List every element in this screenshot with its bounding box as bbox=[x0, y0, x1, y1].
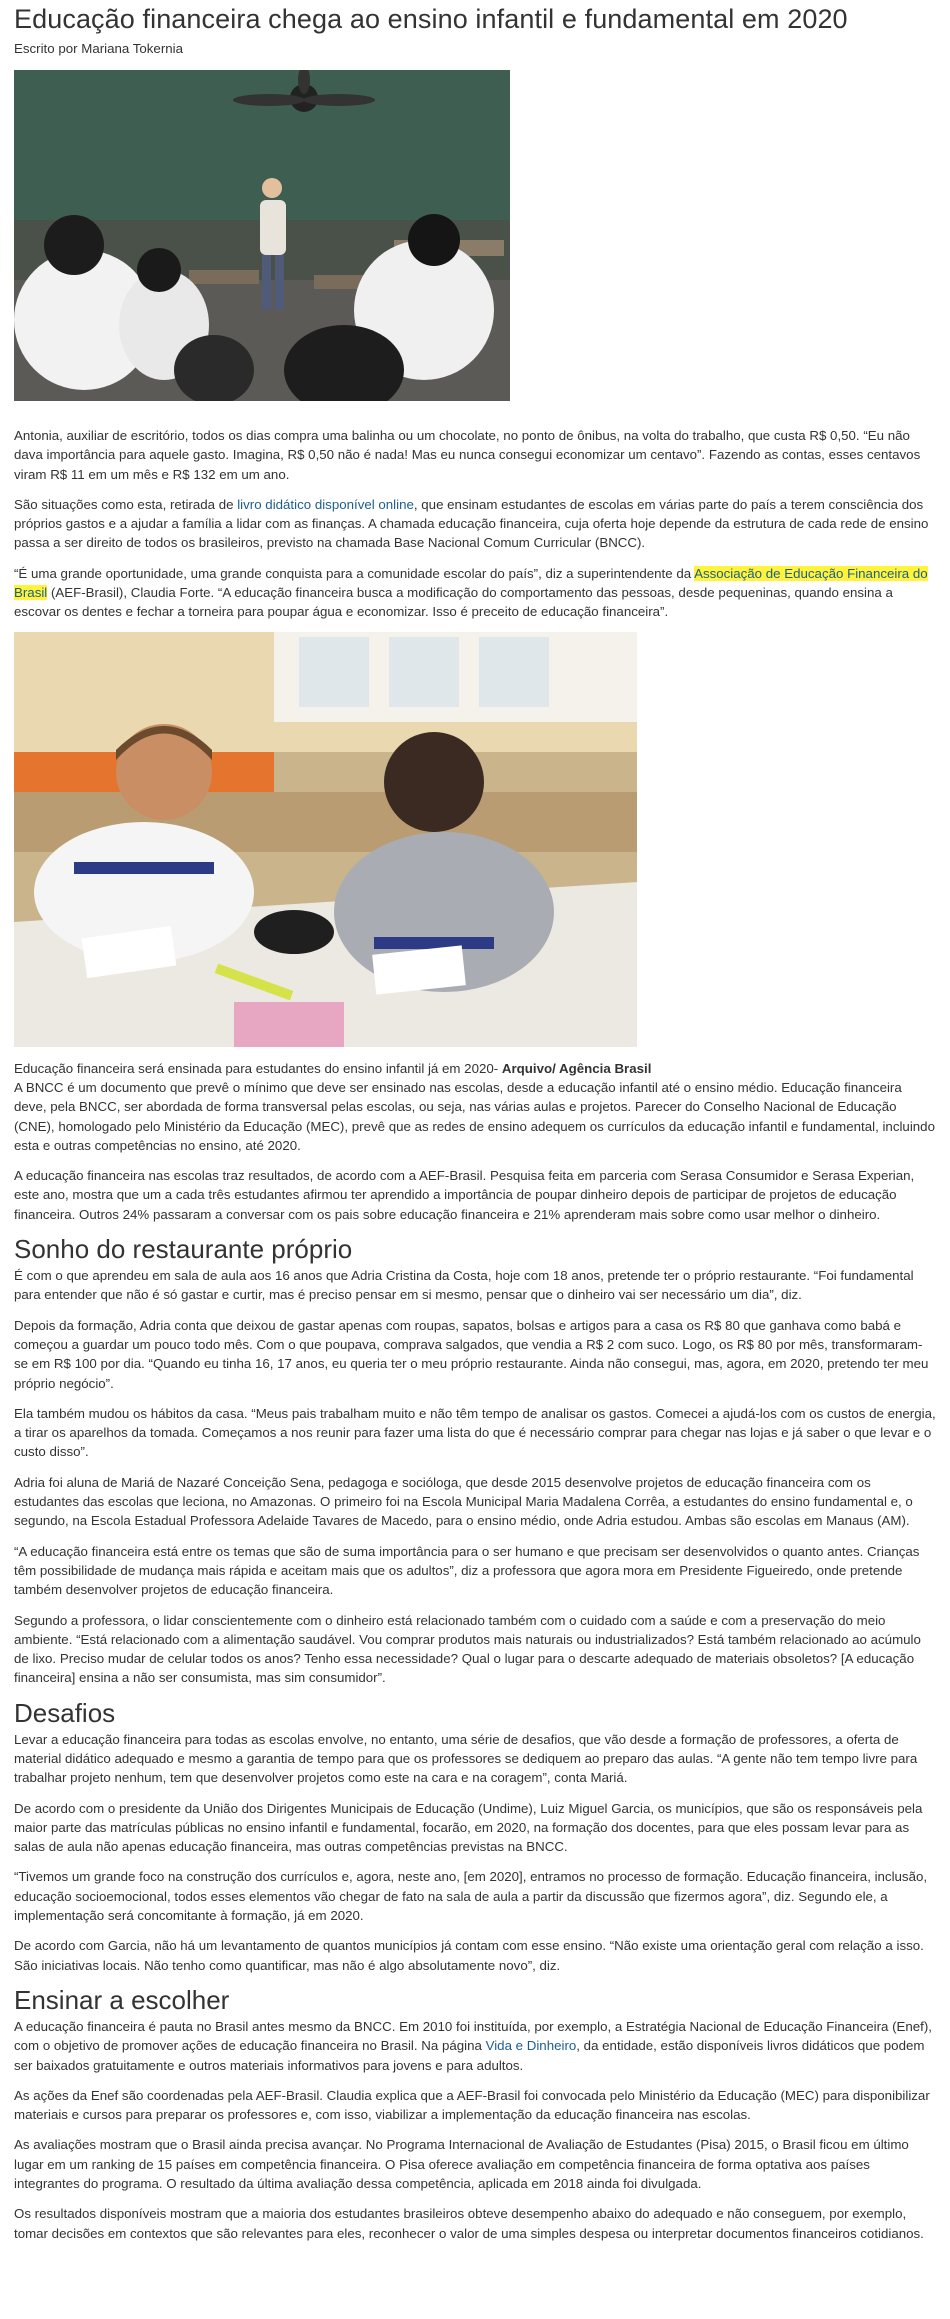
byline: Escrito por Mariana Tokernia bbox=[14, 41, 183, 56]
paragraph: As avaliações mostram que o Brasil ainda precisa avançar. No Programa Internacional de Avaliação de Estudantes (Pisa) 2015, o Brasil ficou em último lugar em um ranking de 15 países em competência financeira. O Pisa oferece avaliação em competência financeira de forma optativa aos países integrantes do programa. O resultado da última avaliação dessa competência, aplicada em 2018 ainda foi divulgada. bbox=[14, 2137, 909, 2192]
paragraph: É com o que aprendeu em sala de aula aos 16 anos que Adria Cristina da Costa, hoje com 18 anos, pretende ter o próprio restaurante. “Foi fundamental para entender que não é só gastar e curtir, mas é preciso pensar em si mesmo, pensar que o dinheiro vai ser necessário um dia”, diz. bbox=[14, 1268, 914, 1303]
caption-credit: Arquivo/ Agência Brasil bbox=[501, 1060, 652, 1076]
paragraph-text: , da entidade, estão disponíveis livros didáticos que podem ser baixados gratuitamente e outros materiais informativos para jovens e para adultos. bbox=[14, 2038, 925, 2073]
paragraph: De acordo com Garcia, não há um levantamento de quantos municípios já contam com esse ensino. “Não existe uma orientação geral com relação a isso. São iniciativas locais. Não tenho como quantificar, mas não é algo absolutamente novo”, diz. bbox=[14, 1938, 924, 1973]
paragraph: As ações da Enef são coordenadas pela AEF-Brasil. Claudia explica que a AEF-Brasil foi convocada pelo Ministério da Educação (MEC) para disponibilizar materiais e cursos para preparar os professores e, com isso, viabilizar a implementação da educação financeira nas escolas. bbox=[14, 2087, 930, 2123]
paragraph-text: São situações como esta, retirada de bbox=[14, 496, 238, 512]
paragraph: “A educação financeira está entre os temas que são de suma importância para o ser humano e que precisam ser desenvolvidos o quanto antes. Crianças têm possibilidade de mudança mais rápida e aceitam mais que os adultos”, diz a professora que agora mora em Presidente Figueiredo, onde pretende também desenvolver projetos de educação financeira. bbox=[14, 1543, 920, 1598]
paragraph-text: , que ensinam estudantes de escolas em várias parte do país a terem consciência dos próprios gastos e a ajudar a família a lidar com as finanças. A chamada educação financeira, cuja oferta hoje depende da estrutura de cada rede de ensino passa a ser direito de todos os brasileiros, previsto na chamada Base Nacional Comum Curricular (BNCC). bbox=[14, 496, 929, 551]
article bbox=[14, 0, 936, 2243]
paragraph-text: (AEF-Brasil), Claudia Forte. “A educação financeira busca a modificação do comportamento das pessoas, desde pequeninas, quando ensina a escovar os dentes e fechar a torneira para poupar água e economizar. Isso é preceito de educação financeira”. bbox=[14, 585, 893, 620]
paragraph-text: A educação financeira é pauta no Brasil antes mesmo da BNCC. Em 2010 foi instituída, por exemplo, a Estratégia Nacional de Educação Financeira (Enef), com o objetivo de promover ações de educação financeira no Brasil. Na página bbox=[14, 2018, 932, 2054]
paragraph: Segundo a professora, o lidar conscientemente com o dinheiro está relacionado também com o cuidado com a saúde e com a preservação do meio ambiente. “Está relacionado com a alimentação saudável. Vou comprar produtos mais naturais ou industrializados? Está também relacionado ao acúmulo de lixo. Preciso mudar de celular todos os anos? Tenho essa necessidade? Qual o lugar para o descarte adequado de materiais obsoletos? [A educação financeira] ensina a não ser consumista, mas sim consumidor”. bbox=[14, 1612, 921, 1686]
paragraph bbox=[14, 564, 936, 622]
paragraph: Os resultados disponíveis mostram que a maioria dos estudantes brasileiros obteve desempenho abaixo do adequado e não conseguem, por exemplo, tomar decisões em contextos que são relevantes para eles, reconhecer o valor de uma simples despesa ou interpretar documentos financeiros cotidianos. bbox=[14, 2206, 924, 2241]
paragraph-text: “É uma grande oportunidade, uma grande conquista para a comunidade escolar do país”, diz a superintendente da bbox=[14, 565, 695, 581]
classroom-teacher-photo bbox=[14, 70, 510, 401]
textbook-link[interactable]: livro didático disponível online bbox=[237, 496, 414, 512]
paragraph bbox=[14, 2017, 936, 2075]
section-heading-sonho: Sonho do restaurante próprio bbox=[14, 1234, 353, 1265]
paragraph: De acordo com o presidente da União dos Dirigentes Municipais de Educação (Undime), Luiz Miguel Garcia, os municípios, que são os responsáveis pela maior parte das matrículas públicas no ensino infantil e fundamental, focarão, em 2020, na formação dos docentes, para que eles possam levar para as salas de aula não apenas educação financeira, mas outras competências previstas na BNCC. bbox=[14, 1800, 923, 1855]
paragraph: Depois da formação, Adria conta que deixou de gastar apenas com roupas, sapatos, bolsas e artigos para a casa os R$ 80 que ganhava como babá e começou a guardar um pouco todo mês. Com o que poupava, comprava salgados, que vendia a R$ 2 com suco. Logo, os R$ 80 por mês, transformaram-se em R$ 100 por dia. “Quando eu tinha 16, 17 anos, eu queria ter o meu próprio restaurante. Ainda não consegui, mas, agora, em 2020, pretendo ter meu próprio negócio”. bbox=[14, 1317, 929, 1391]
vida-e-dinheiro-link[interactable]: Vida e Dinheiro bbox=[485, 2038, 577, 2054]
article-title: Educação financeira chega ao ensino infantil e fundamental em 2020 bbox=[14, 4, 848, 34]
paragraph: Antonia, auxiliar de escritório, todos os dias compra uma balinha ou um chocolate, no ponto de ônibus, na volta do trabalho, que custa R$ 0,50. “Eu não dava importância para aquele gasto. Imagina, R$ 0,50 não é nada! Mas eu nunca consegui economizar um centavo”. Fazendo as contas, esses centavos viram R$ 11 em um mês e R$ 132 em um ano. bbox=[14, 428, 921, 482]
caption-text: Educação financeira será ensinada para estudantes do ensino infantil já em 2020- bbox=[14, 1060, 502, 1076]
section-heading-desafios: Desafios bbox=[14, 1697, 116, 1728]
paragraph bbox=[14, 495, 936, 553]
children-classroom-photo bbox=[14, 632, 637, 1047]
aef-brasil-link[interactable]: Associação de Educação Financeira do Brasil bbox=[14, 565, 928, 601]
paragraph: A educação financeira nas escolas traz resultados, de acordo com a AEF-Brasil. Pesquisa feita em parceria com Serasa Consumidor e Serasa Experian, este ano, mostra que um a cada três estudantes afirmou ter aprendido a importância de poupar dinheiro depois de participar de projetos de educação financeira. Outros 24% passaram a conversar com os pais sobre educação financeira e 21% aprenderam mais sobre como usar melhor o dinheiro. bbox=[14, 1168, 915, 1222]
paragraph: Adria foi aluna de Mariá de Nazaré Conceição Sena, pedagoga e socióloga, que desde 2015 desenvolve projetos de educação financeira com os estudantes das escolas que leciona, no Amazonas. O primeiro foi na Escola Municipal Maria Madalena Corrêa, a estudantes do ensino fundamental e, o segundo, na Escola Estadual Professora Adelaide Tavares de Macedo, para o ensino médio, onde Adria estudou. Ambas são escolas em Manaus (AM). bbox=[14, 1474, 913, 1529]
paragraph: Levar a educação financeira para todas as escolas envolve, no entanto, uma série de desafios, que vão desde a formação de professores, a oferta de material didático adequado e mesmo a garantia de tempo para que os professores se dediquem ao preparo das aulas. “A gente não tem tempo livre para trabalhar projeto nenhum, tem que desenvolver projetos como este na cara e na coragem”, conta Mariá. bbox=[14, 1731, 918, 1786]
paragraph: A BNCC é um documento que prevê o mínimo que deve ser ensinado nas escolas, desde a educação infantil até o ensino médio. Educação financeira deve, pela BNCC, ser abordada de forma transversal pelas escolas, ou seja, nas várias aulas e projetos. Parecer do Conselho Nacional de Educação (CNE), homologado pelo Ministério da Educação (MEC), prevê que as redes de ensino adequem os currículos da educação infantil e fundamental, incluindo esta e outras competências no ensino, até 2020. bbox=[14, 1079, 935, 1153]
section-heading-ensinar: Ensinar a escolher bbox=[14, 1984, 230, 2015]
paragraph: Ela também mudou os hábitos da casa. “Meus pais trabalham muito e não têm tempo de analisar os gastos. Comecei a ajudá-los com os custos de energia, a tirar os aparelhos da tomada. Começamos a nos reunir para fazer uma lista do que é necessário comprar para chegar nas lojas e já saber o que levar e o custo disso”. bbox=[14, 1405, 936, 1460]
photo-caption bbox=[14, 1059, 936, 1078]
paragraph: “Tivemos um grande foco na construção dos currículos e, agora, neste ano, [em 2020], entramos no processo de formação. Educação financeira, inclusão, educação socioemocional, todos esses elementos vão chegar de fato na sala de aula a partir da discussão que fizermos agora”, diz. Segundo ele, a implementação será concomitante à formação, já em 2020. bbox=[14, 1869, 928, 1924]
